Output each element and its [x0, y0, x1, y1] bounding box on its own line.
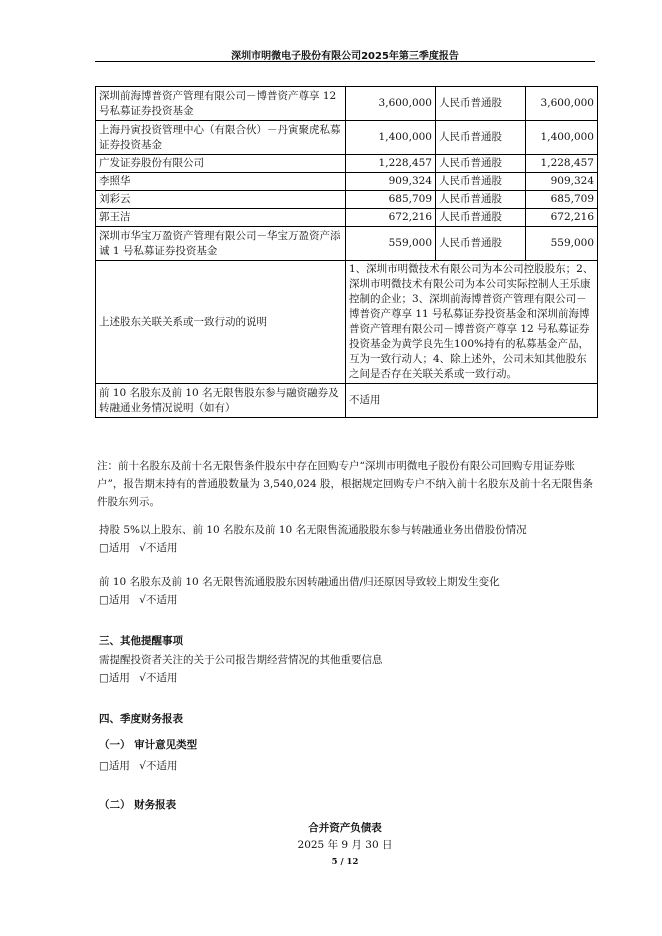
- share-type: 人民币普通股: [436, 173, 526, 191]
- repurchase-note: 注：前十名股东及前十名无限售条件股东中存在回购专户“深圳市明微电子股份有限公司回购专用证券账户”，报告期末持有的普通股数量为 3,540,024 股，根据规定回购专户不纳入前十名股东及前十名无限售条件股东列示。: [97, 460, 593, 508]
- table-row: [96, 155, 598, 173]
- header-divider: [95, 61, 595, 62]
- change-section-text: 前 10 名股东及前 10 名无限售流通股股东因转融通出借/归还原因导致较上期发生变化: [99, 576, 500, 588]
- holder-shares: 3,600,000: [346, 87, 436, 121]
- financial-statements-title: （二） 财务报表: [99, 799, 177, 811]
- margin-trading-label: 前 10 名股东及前 10 名无限售股东参与融资融券及转融通业务情况说明（如有）: [96, 384, 346, 418]
- balance-sheet-date: 2025 年 9 月 30 日: [297, 839, 393, 851]
- report-header-title: 深圳市明微电子股份有限公司2025年第三季度报告: [231, 51, 459, 62]
- holder-shares: 1,228,457: [346, 155, 436, 173]
- table-row: [96, 173, 598, 191]
- table-row: [96, 261, 598, 384]
- applicable-checkbox: □适用: [99, 542, 130, 554]
- holder-name: 广发证券股份有限公司: [96, 155, 346, 173]
- not-applicable-checkbox: √不适用: [139, 672, 178, 684]
- holder-name: 郭王洁: [96, 209, 346, 227]
- holder-name: 刘彩云: [96, 191, 346, 209]
- lending-applicability: [99, 539, 596, 557]
- share-count: 685,709: [526, 191, 598, 209]
- share-type: 人民币普通股: [436, 155, 526, 173]
- share-count: 559,000: [526, 227, 598, 261]
- share-count: 672,216: [526, 209, 598, 227]
- table-row: [96, 209, 598, 227]
- holder-name: 李照华: [96, 173, 346, 191]
- not-applicable-checkbox: √不适用: [139, 760, 178, 772]
- share-count: 1,400,000: [526, 121, 598, 155]
- holder-shares: 672,216: [346, 209, 436, 227]
- change-applicability: [99, 591, 596, 609]
- page-number: 5 / 12: [331, 857, 359, 867]
- section-3-title: 三、其他提醒事项: [99, 635, 183, 647]
- section-3-applicability: [99, 669, 596, 687]
- applicable-checkbox: □适用: [99, 760, 130, 772]
- lending-section-text: 持股 5%以上股东、前 10 名股东及前 10 名无限售流通股股东参与转融通业务出借股份情况: [99, 524, 527, 536]
- share-type: 人民币普通股: [436, 121, 526, 155]
- table-row: [96, 227, 598, 261]
- holder-name: 上海丹寅投资管理中心（有限合伙）－丹寅聚虎私募证券投资基金: [96, 121, 346, 155]
- share-count: 1,228,457: [526, 155, 598, 173]
- share-count: 909,324: [526, 173, 598, 191]
- relation-description: 1、深圳市明微技术有限公司为本公司控股股东；2、深圳市明微技术有限公司为本公司实际控制人王乐康控制的企业；3、深圳前海博普资产管理有限公司－博普资产尊享 11 号私募证券投资基金和深圳前海博普资产管理有限公司－博普资产尊享 12 号私募证券投资基金为黄学良先生100%持有的私募基金产品，互为一致行动人；4、除上述外，公司未知其他股东之间是否存在关联关系或一致行动。: [346, 261, 598, 384]
- not-applicable-checkbox: √不适用: [139, 594, 178, 606]
- holder-shares: 909,324: [346, 173, 436, 191]
- table-row: [96, 121, 598, 155]
- share-type: 人民币普通股: [436, 87, 526, 121]
- not-applicable-checkbox: √不适用: [139, 542, 178, 554]
- balance-sheet-title: 合并资产负债表: [308, 822, 382, 834]
- holder-shares: 559,000: [346, 227, 436, 261]
- holder-shares: 1,400,000: [346, 121, 436, 155]
- audit-opinion-title: （一） 审计意见类型: [99, 739, 198, 751]
- table-row: [96, 384, 598, 418]
- relation-label: 上述股东关联关系或一致行动的说明: [96, 261, 346, 384]
- share-type: 人民币普通股: [436, 191, 526, 209]
- section-4-title: 四、季度财务报表: [99, 713, 183, 725]
- applicable-checkbox: □适用: [99, 672, 130, 684]
- margin-trading-value: 不适用: [346, 384, 598, 418]
- share-count: 3,600,000: [526, 87, 598, 121]
- holder-shares: 685,709: [346, 191, 436, 209]
- applicable-checkbox: □适用: [99, 594, 130, 606]
- holder-name: 深圳前海博普资产管理有限公司－博普资产尊享 12 号私募证券投资基金: [96, 87, 346, 121]
- table-row: [96, 87, 598, 121]
- share-type: 人民币普通股: [436, 209, 526, 227]
- table-row: [96, 191, 598, 209]
- shareholders-table: [95, 86, 598, 418]
- holder-name: 深圳市华宝万盈资产管理有限公司－华宝万盈资产添诚 1 号私募证券投资基金: [96, 227, 346, 261]
- audit-applicability: [99, 757, 596, 775]
- share-type: 人民币普通股: [436, 227, 526, 261]
- section-3-text: 需提醒投资者关注的关于公司报告期经营情况的其他重要信息: [99, 654, 383, 666]
